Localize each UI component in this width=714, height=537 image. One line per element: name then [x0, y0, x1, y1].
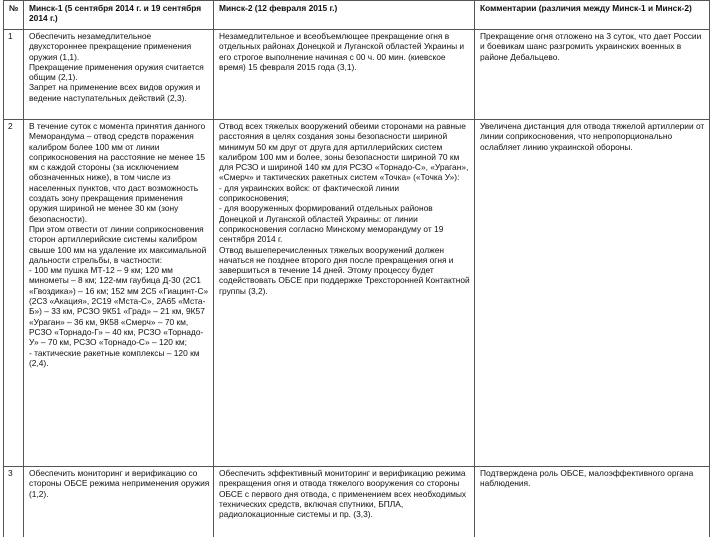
cell-paragraph: Увеличена дистанция для отвода тяжелой артиллерии от линии соприкосновения, что непропорционально ослабляет линию украинской обороны.: [480, 121, 705, 152]
cell-paragraph: При этом отвести от линии соприкосновения сторон артиллерийские системы калибром свыше 100 мм на удаление их максимальной дальности стрельбы, в частности:: [29, 223, 207, 265]
row-number: 1: [4, 30, 24, 120]
cell-paragraph: В течение суток с момента принятия данного Меморандума – отвод средств поражения калибром более 100 мм от линии соприкосновения на расстояние не менее 15 км с каждой стороны (за исключением обозначенных ниже), в том числе из населенных пунктов, что даст возможность создать зону прекращения применения оружия шириной не менее 30 км (зону безопасности).: [29, 121, 206, 224]
cell-paragraph: - для вооруженных формирований отдельных районов Донецкой и Луганской областей Украины: от линии соприкосновения согласно Минскому меморандуму от 19 сентября 2014 г.: [219, 203, 444, 245]
comment-cell: [475, 120, 710, 467]
header-number: №: [4, 1, 24, 30]
comparison-table: [3, 0, 710, 537]
cell-paragraph: Незамедлительное и всеобъемлющее прекращение огня в отдельных районах Донецкой и Луганской областей Украины и его строгое выполнение начиная с 00 ч. 00 мин. (киевское время) 15 февраля 2015 года (3,1).: [219, 31, 465, 72]
minsk2-cell: [214, 120, 475, 467]
cell-paragraph: Обеспечить эффективный мониторинг и верификацию режима прекращения огня и отвода тяжелого вооружения со стороны ОБСЕ с первого дня отвода, с применением всех необходимых технических средств, включая спутники, БПЛА, радиолокационные системы и пр. (3,3).: [219, 468, 467, 520]
minsk1-cell: [24, 120, 214, 467]
cell-paragraph: Прекращение применения оружия считается общим (2,1).: [29, 61, 204, 83]
cell-paragraph: Обеспечить незамедлительное двухстороннее прекращение применения оружия (1,1).: [29, 31, 192, 62]
table-row: [4, 30, 710, 120]
cell-paragraph: Подтверждена роль ОБСЕ, малоэффективного органа наблюдения.: [480, 468, 694, 489]
table-row: [4, 467, 710, 537]
cell-paragraph: - 100 мм пушка МТ-12 – 9 км; 120 мм минометы – 8 км; 122-мм гаубица Д-30 (2С1 «Гвоздика») – 16 км; 152 мм 2С5 «Гиацинт-С» (2С3 «Акация», 2С19 «Мста-С», 2А65 «Мста-Б») – 33 км, РСЗО 9К51 «Град» – 21 км, 9К57 «Ураган» – 36 км, 9К58 «Смерч» – 70 км, РСЗО «Торнадо-Г» – 40 км, РСЗО «Торнадо-У» – 70 км, РСЗО «Торнадо-С» – 120 км;: [29, 265, 209, 348]
cell-paragraph: Обеспечить мониторинг и верификацию со стороны ОБСЕ режима неприменения оружия (1,2).: [29, 468, 210, 499]
cell-paragraph: - для украинских войск: от фактической линии соприкосновения;: [219, 182, 400, 204]
cell-paragraph: - тактические ракетные комплексы – 120 км (2,4).: [29, 347, 200, 368]
header-comments: Комментарии (различия между Минск-1 и Минск-2): [475, 1, 710, 30]
minsk1-cell: [24, 467, 214, 537]
comment-cell: [475, 467, 710, 537]
cell-paragraph: Отвод вышеперечисленных тяжелых вооружений должен начаться не позднее второго дня после прекращения огня и завершиться в течение 14 дней. Этому процессу будет содействовать ОБСЕ при поддержке Трехсторонней Контактной группы (3,2).: [219, 244, 470, 296]
header-minsk2: Минск-2 (12 февраля 2015 г.): [214, 1, 475, 30]
row-number: 2: [4, 120, 24, 467]
table-header-row: [4, 1, 710, 30]
cell-paragraph: Прекращение огня отложено на 3 суток, что дает России и боевикам шанс разгромить украинских военных в районе Дебальцево.: [480, 31, 702, 62]
minsk2-cell: [214, 467, 475, 537]
minsk1-cell: [24, 30, 214, 120]
row-number: 3: [4, 467, 24, 537]
minsk2-cell: [214, 30, 475, 120]
cell-paragraph: Запрет на применение всех видов оружия и ведение наступательных действий (2,3).: [29, 82, 201, 103]
cell-paragraph: Отвод всех тяжелых вооружений обеими сторонами на равные расстояния в целях создания зоны безопасности шириной минимум 50 км друг от друга для артиллерийских систем калибром 100 мм и более, зоны безопасности шириной 70 км для РСЗО и шириной 140 км для РСЗО «Торнадо-С», «Ураган», «Смерч» и тактических ракетных систем «Точка» («Точка У»):: [219, 121, 469, 183]
header-minsk1: Минск-1 (5 сентября 2014 г. и 19 сентября 2014 г.): [24, 1, 214, 30]
table-row: [4, 120, 710, 467]
comment-cell: [475, 30, 710, 120]
